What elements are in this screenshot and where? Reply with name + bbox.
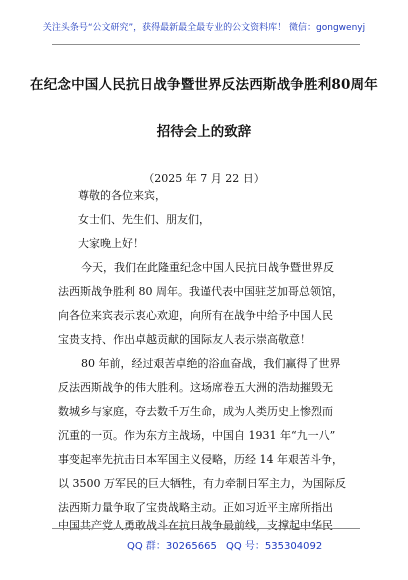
header-divider <box>52 44 360 45</box>
body-line: 以 3500 万军民的巨大牺牲，有力牵制日军主力，为国际反 <box>58 477 346 490</box>
salutation-line: 尊敬的各位来宾， <box>78 189 166 202</box>
footer-qq-group: QQ 群：30265665 <box>127 541 217 552</box>
body-line: 事变起率先抗击日本军国主义侵略，历经 14 年艰苦斗争， <box>58 453 343 466</box>
salutation-line: 女士们、先生们、朋友们， <box>78 213 210 226</box>
body-line: 法西斯战争胜利 80 周年。我谨代表中国驻芝加哥总领馆， <box>58 285 343 298</box>
body-line: 中国共产党人勇敢战斗在抗日战争最前线，支撑起中华民 <box>58 519 333 532</box>
document-subtitle: 招待会上的致辞 <box>156 124 252 140</box>
document-title: 在纪念中国人民抗日战争暨世界反法西斯战争胜利80周年 <box>30 77 378 93</box>
body-line: 向各位来宾表示衷心欢迎，向所有在战争中给予中国人民 <box>58 309 333 322</box>
salutation-line: 大家晚上好！ <box>78 237 144 250</box>
body-line: 沉重的一页。作为东方主战场，中国自 1931 年“九一八” <box>58 429 336 442</box>
body-line: 今天，我们在此隆重纪念中国人民抗日战争暨世界反 <box>81 261 334 274</box>
header-banner: 关注头条号“公文研究”，获得最新最全最专业的公文资料库！ 微信：gongwenyj <box>42 23 366 33</box>
document-date: （2025 年 7 月 22 日） <box>143 172 265 185</box>
footer-qq-number: QQ 号：535304092 <box>226 541 323 552</box>
body-line: 数城乡与家庭，夺去数千万生命，成为人类历史上惨烈而 <box>58 405 333 418</box>
footer-divider <box>52 528 360 529</box>
body-line: 80 年前，经过艰苦卓绝的浴血奋战，我们赢得了世界 <box>81 357 341 370</box>
body-line: 宝贵支持、作出卓越贡献的国际友人表示崇高敬意！ <box>58 333 311 346</box>
body-line: 法西斯力量争取了宝贵战略主动。正如习近平主席所指出 <box>58 501 333 514</box>
body-line: 反法西斯战争的伟大胜利。这场席卷五大洲的浩劫摧毁无 <box>58 381 333 394</box>
